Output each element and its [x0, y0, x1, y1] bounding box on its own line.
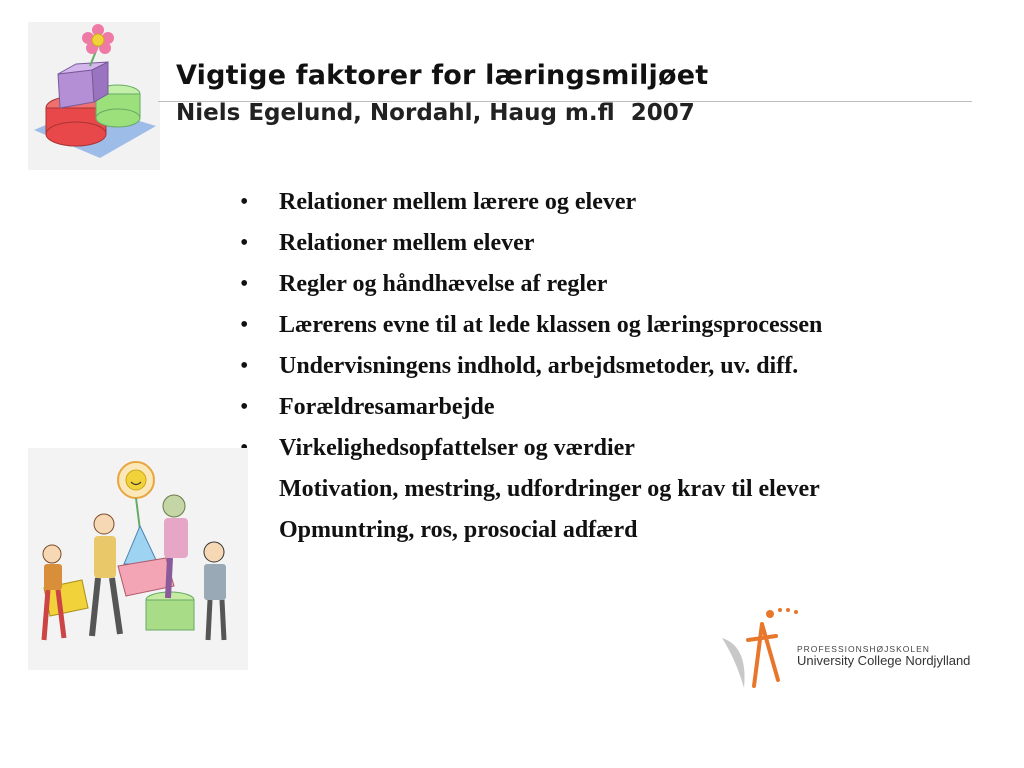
bullet-item: [240, 513, 822, 554]
red-cylinder-bottom: [46, 122, 106, 146]
bullet-dot: •: [240, 312, 249, 338]
logo-orange-figure: [748, 624, 778, 686]
bullet-item: [240, 185, 822, 226]
purple-cube-front: [58, 70, 94, 108]
bullet-item: [240, 390, 822, 431]
bullet-text: Forældresamarbejde: [279, 394, 495, 420]
logo-gray-swoosh: [722, 638, 745, 688]
children-blocks-illustration: [28, 448, 248, 670]
slide-title: Vigtige faktorer for læringsmiljøet: [176, 60, 709, 91]
bullet-list: [240, 185, 822, 554]
bullet-text: Lærerens evne til at lede klassen og læringsprocessen: [279, 312, 823, 338]
adult-figure: [92, 514, 120, 636]
bullet-dot: •: [240, 517, 249, 543]
bullet-text: Relationer mellem lærere og elever: [279, 189, 637, 215]
bullet-dot: •: [240, 353, 249, 379]
bullet-text: Virkelighedsopfattelser og værdier: [279, 435, 635, 461]
flower-icon: [82, 24, 114, 54]
logo-head: [766, 610, 774, 618]
bullet-text: Regler og håndhævelse af regler: [279, 271, 608, 297]
bullet-item: [240, 472, 822, 513]
bullet-dot: •: [240, 230, 249, 256]
blocks-flower-illustration: [28, 22, 160, 170]
bullet-item: [240, 226, 822, 267]
sun-flower-icon: [118, 462, 154, 498]
bullet-text: Relationer mellem elever: [279, 230, 535, 256]
bullet-item: [240, 308, 822, 349]
bullet-item: [240, 349, 822, 390]
bullet-dot: •: [240, 476, 249, 502]
green-cylinder-body: [146, 600, 194, 630]
bullet-item: [240, 267, 822, 308]
flower-stem: [136, 498, 140, 530]
bullet-dot: •: [240, 394, 249, 420]
bullet-dot: •: [240, 189, 249, 215]
bullet-text: Opmuntring, ros, prosocial adfærd: [279, 517, 638, 543]
green-cylinder-bottom: [96, 109, 140, 127]
boy-figure: [204, 542, 226, 640]
bullet-text: Motivation, mestring, udfordringer og krav til elever: [279, 476, 820, 502]
woman-figure: [163, 495, 188, 598]
bullet-item: [240, 431, 822, 472]
bullet-text: Undervisningens indhold, arbejdsmetoder, uv. diff.: [279, 353, 799, 379]
logo-name: University College Nordjylland: [797, 653, 971, 668]
bullet-dot: •: [240, 435, 249, 461]
slide-subtitle: Niels Egelund, Nordahl, Haug m.fl 2007: [176, 100, 695, 126]
bullet-dot: •: [240, 271, 249, 297]
logo-tagline: PROFESSIONSHØJSKOLEN: [797, 644, 930, 654]
blue-cone: [124, 526, 158, 564]
